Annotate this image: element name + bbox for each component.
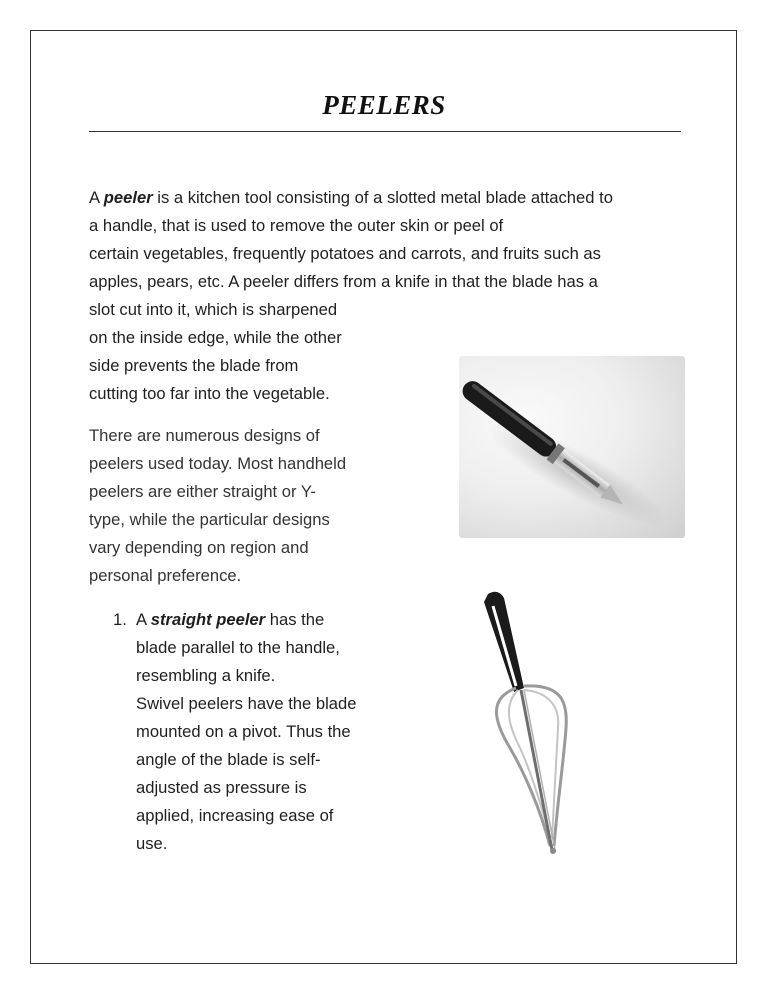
designs-line-1: There are numerous designs of [89, 426, 320, 445]
list-line-7: adjusted as pressure is [136, 778, 307, 797]
paragraph-intro [89, 184, 689, 296]
designs-line-6: personal preference. [89, 566, 242, 585]
swivel-peeler-photo [480, 588, 600, 862]
paragraph-designs [89, 422, 389, 590]
paragraph-intro-continued [89, 296, 389, 408]
list-line-3: resembling a knife. [136, 666, 276, 685]
intro-line-2: a handle, that is used to remove the outer skin or peel of [89, 216, 504, 235]
list-line-2: blade parallel to the handle, [136, 638, 340, 657]
text-run: is a kitchen tool consisting of a slotted metal blade attached to [152, 188, 613, 207]
list-line-4: Swivel peelers have the blade [136, 694, 357, 713]
intro-line-1 [89, 184, 689, 212]
text-run: A [136, 610, 151, 629]
list-line-5: mounted on a pivot. Thus the [136, 722, 351, 741]
straight-peeler-photo [459, 356, 685, 538]
intro-line-5: slot cut into it, which is sharpened [89, 300, 338, 319]
term-straight-peeler: straight peeler [150, 610, 266, 629]
list-number: 1. [113, 610, 127, 629]
list-line-8: applied, increasing ease of [136, 806, 334, 825]
list-line-1 [136, 606, 396, 634]
text-run: A [89, 188, 104, 207]
designs-line-3: peelers are either straight or Y- [89, 482, 316, 501]
page-title: PEELERS [322, 90, 446, 120]
intro-line-8: cutting too far into the vegetable. [89, 384, 330, 403]
intro-line-4: apples, pears, etc. A peeler differs from a knife in that the blade has a [89, 272, 598, 291]
designs-line-4: type, while the particular designs [89, 510, 330, 529]
intro-line-7: side prevents the blade from [89, 356, 299, 375]
list-line-9: use. [136, 834, 168, 853]
designs-line-2: peelers used today. Most handheld [89, 454, 347, 473]
swivel-peeler-illustration [480, 588, 600, 862]
term-peeler: peeler [103, 188, 153, 207]
intro-line-6: on the inside edge, while the other [89, 328, 342, 347]
intro-line-3: certain vegetables, frequently potatoes and carrots, and fruits such as [89, 244, 601, 263]
designs-line-5: vary depending on region and [89, 538, 309, 557]
list-item-straight-peeler [136, 606, 396, 858]
text-run: has the [265, 610, 325, 629]
title-underline [89, 131, 681, 132]
list-line-6: angle of the blade is self- [136, 750, 321, 769]
straight-peeler-illustration [459, 356, 685, 538]
